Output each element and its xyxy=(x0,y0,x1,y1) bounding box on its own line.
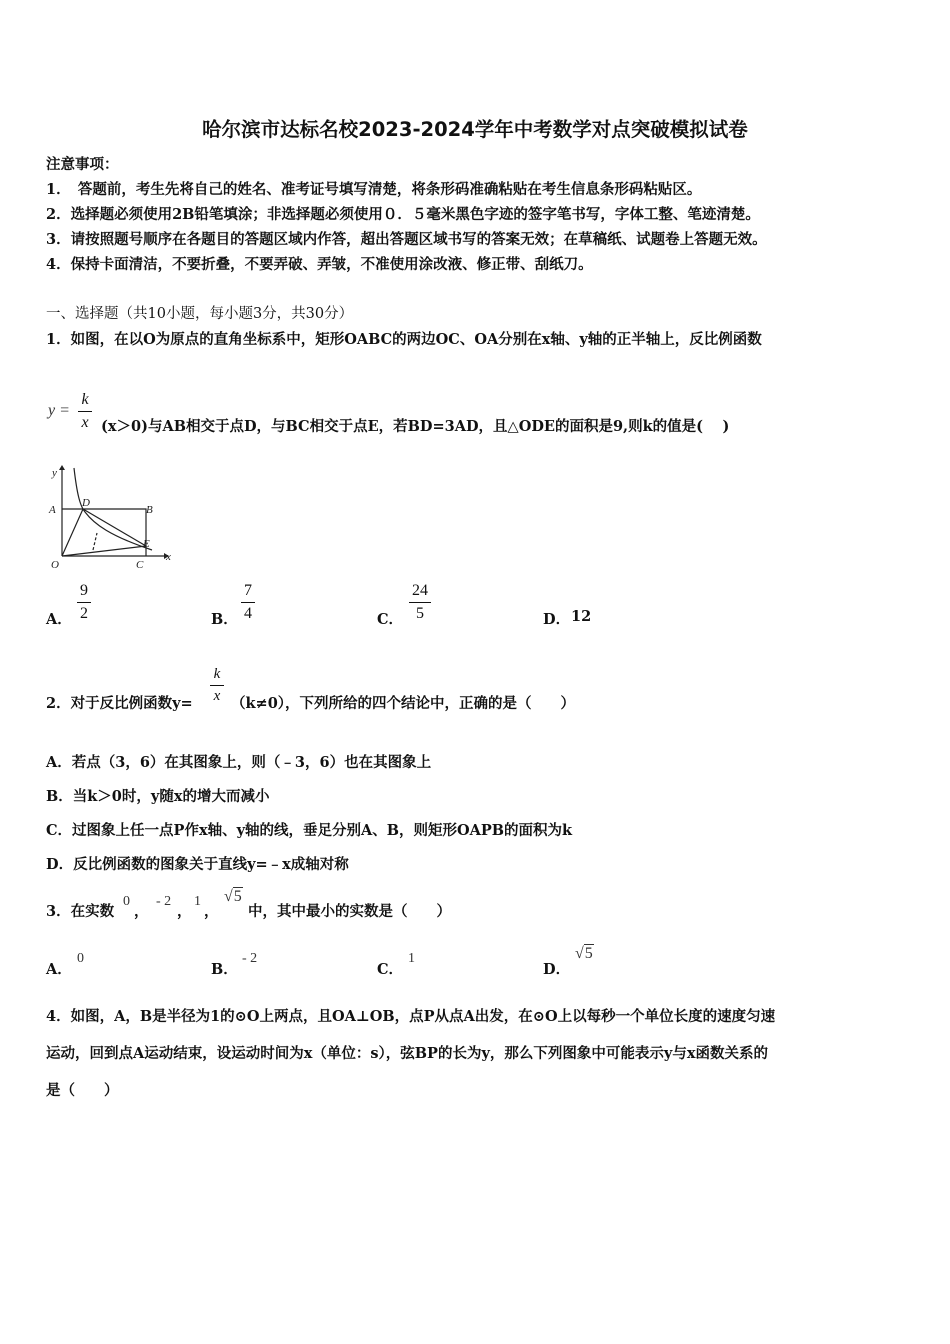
sqrt-symbol: √ xyxy=(224,888,233,905)
q2-option-a: A．若点（3，6）在其图象上，则（﹣3，6）也在其图象上 xyxy=(46,754,432,771)
q3-sqrt5-radicand: 5 xyxy=(233,888,242,905)
q1-stem-continued: (x＞0)与AB相交于点D，与BC相交于点E，若BD=3AD，且△ODE的面积是9,则k的值是( ) xyxy=(101,418,730,435)
q1-option-b-fraction xyxy=(241,583,255,622)
segment-de xyxy=(83,509,146,546)
q3-number-1: 1 xyxy=(194,894,201,909)
q1-stem: 1．如图，在以O为原点的直角坐标系中，矩形OABC的两边OC、OA分别在x轴、y轴的正半轴上，反比例函数 xyxy=(46,331,762,348)
q4-line-1: 4．如图，A，B是半径为1的⊙O上两点，且OA⊥OB，点P从点A出发，在⊙O上以每秒一个单位长度的速度匀速 xyxy=(46,1008,776,1025)
q1-figure xyxy=(40,462,180,574)
q3-comma-2: ， xyxy=(177,903,192,920)
page-title: 哈尔滨市达标名校2023-2024学年中考数学对点突破模拟试卷 xyxy=(202,118,748,141)
q1-option-b-label: B． xyxy=(211,611,238,628)
q3-option-b-value: - 2 xyxy=(242,951,258,966)
q1-fraction xyxy=(78,392,92,431)
q1-option-a-label: A． xyxy=(46,611,72,628)
q1-option-d-label: D． xyxy=(543,611,571,628)
q3-comma-1: ， xyxy=(134,903,149,920)
q1-option-c-fraction xyxy=(409,583,431,622)
q3-option-c-label: C． xyxy=(377,961,404,978)
label-o: O xyxy=(51,559,59,571)
label-c: C xyxy=(136,559,144,571)
q3-stem-post: 中，其中最小的实数是（ ） xyxy=(248,903,451,920)
label-x: x xyxy=(166,551,171,563)
label-d: D xyxy=(82,497,90,509)
q3-sqrt5 xyxy=(224,888,243,906)
notice-item-3: 3．请按照题号顺序在各题目的答题区域内作答，超出答题区域书写的答案无效；在草稿纸、试题卷上答题无效。 xyxy=(46,231,767,248)
segment-od xyxy=(62,509,83,556)
q3-option-c-value: 1 xyxy=(408,951,415,966)
label-e: E xyxy=(143,538,150,550)
q3-option-d-radicand: 5 xyxy=(584,945,593,962)
q1-option-b-den: 4 xyxy=(244,605,252,622)
notice-item-1: 1． 答题前，考生先将自己的姓名、准考证号填写清楚，将条形码准确粘贴在考生信息条形码粘贴区。 xyxy=(46,181,702,198)
q3-number-0: 0 xyxy=(123,894,130,909)
q3-option-b-label: B． xyxy=(211,961,238,978)
q1-option-c-label: C． xyxy=(377,611,404,628)
q2-option-d: D．反比例函数的图象关于直线y=﹣x成轴对称 xyxy=(46,856,349,873)
q1-option-c-num: 24 xyxy=(412,582,428,599)
notice-heading: 注意事项： xyxy=(46,156,119,173)
q2-option-b: B．当k＞0时，y随x的增大而减小 xyxy=(46,788,270,805)
segment-oe xyxy=(62,546,146,556)
q3-stem-pre: 3．在实数 xyxy=(46,903,115,920)
notice-item-2: 2．选择题必须使用2B铅笔填涂；非选择题必须使用０．５毫米黑色字迹的签字笔书写，字体工整、笔迹清楚。 xyxy=(46,206,760,223)
rectangle-outline xyxy=(62,509,146,556)
label-a: A xyxy=(49,504,56,516)
label-y: y xyxy=(52,467,57,479)
q3-comma-3: ， xyxy=(204,903,219,920)
q3-option-a-label: A． xyxy=(46,961,72,978)
q1-fraction-num: k xyxy=(81,391,89,408)
q1-option-d-value: 12 xyxy=(571,608,592,625)
q3-number-neg2: - 2 xyxy=(156,894,172,909)
label-b: B xyxy=(146,504,153,516)
q1-fraction-den: x xyxy=(81,414,89,431)
dashed-segment xyxy=(93,533,97,550)
q4-line-2: 运动，回到点A运动结束，设运动时间为x（单位：s），弦BP的长为y，那么下列图象中可能表示y与x函数关系的 xyxy=(46,1045,768,1062)
q2-fraction-num: k xyxy=(213,666,221,682)
sqrt-symbol: √ xyxy=(575,945,584,962)
q1-option-b-num: 7 xyxy=(244,582,252,599)
q1-option-a-fraction xyxy=(77,583,91,622)
q3-option-d-value xyxy=(575,945,594,963)
q1-function-y: y = xyxy=(48,402,70,419)
q2-fraction xyxy=(210,667,224,704)
q2-option-c: C．过图象上任一点P作x轴、y轴的线，垂足分别A、B，则矩形OAPB的面积为k xyxy=(46,822,573,839)
q1-option-c-den: 5 xyxy=(416,605,424,622)
q2-stem-post: （k≠0），下列所给的四个结论中，正确的是（ ） xyxy=(231,695,576,712)
q4-line-3: 是（ ） xyxy=(46,1082,119,1099)
q1-option-a-num: 9 xyxy=(80,582,88,599)
notice-item-4: 4．保持卡面清洁，不要折叠，不要弄破、弄皱，不准使用涂改液、修正带、刮纸刀。 xyxy=(46,256,593,273)
q2-stem-pre: 2．对于反比例函数y= xyxy=(46,695,193,712)
q1-option-a-den: 2 xyxy=(80,605,88,622)
q3-option-a-value: 0 xyxy=(77,951,84,966)
q2-fraction-den: x xyxy=(213,688,221,704)
q3-option-d-label: D． xyxy=(543,961,571,978)
section-heading: 一、选择题（共10小题，每小题3分，共30分） xyxy=(46,306,354,322)
